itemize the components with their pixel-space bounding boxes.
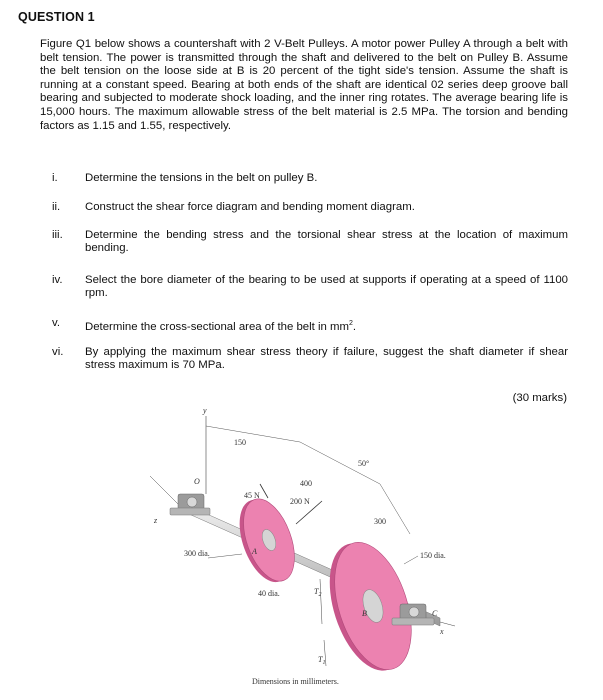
force-200-label: 200 N (290, 497, 310, 506)
t1-label: $T_1$ (318, 655, 326, 666)
dimension-400-label: 400 (300, 479, 312, 488)
item-text: Determine the bending stress and the torsional shear stress at the location of maximum bending. (85, 229, 568, 255)
bearing-o (170, 494, 210, 515)
countershaft-figure (140, 404, 460, 694)
item-text-sup: 2 (349, 320, 353, 327)
item-number: vi. (52, 346, 64, 358)
pulley-a-leader (208, 554, 242, 558)
figure-caption: Dimensions in millimeters. (252, 677, 339, 686)
pulley-b-diameter-label: 150 dia. (420, 551, 446, 560)
item-text: Select the bore diameter of the bearing to be used at supports if operating at a speed of 1100 rpm. (85, 274, 568, 300)
item-number: ii. (52, 201, 61, 213)
question-intro: Figure Q1 below shows a countershaft with 2 V-Belt Pulleys. A motor power Pulley A through a belt with belt tension. The power is transmitted through the shaft and delivered to the belt on Pulley B. Assume the belt tension on the loose side at B is 20 percent of the tight side's tension. Assume the shaft is running at a constant speed. Bearing at both ends of the shaft are identical 02 series deep groove ball bearing and subjected to moderate shock loading, and the inner ring rotates. The average bearing life is 15,000 hours. The maximum allowable stress of the belt material is 2.5 MPa. The torsion and bending factors as 1.15 and 1.55, respectively. (40, 38, 568, 132)
dimension-line-150 (206, 426, 300, 442)
z-axis-line (150, 476, 180, 506)
bearing-o-label: O (194, 477, 200, 486)
question-heading: QUESTION 1 (18, 10, 95, 24)
item-number: iv. (52, 274, 63, 286)
pulley-b-label: B (362, 609, 367, 618)
item-number: i. (52, 172, 58, 184)
z-axis-label: z (154, 516, 158, 525)
dimension-300-label: 300 (374, 517, 386, 526)
item-text: Determine the tensions in the belt on pulley B. (85, 172, 318, 184)
dimension-line-300 (380, 484, 410, 534)
t2-label: $T_2$ (314, 587, 322, 598)
pulley-a (230, 492, 305, 589)
force-45-arrow (260, 484, 268, 498)
x-axis-label: x (440, 627, 444, 636)
pulley-a-label: A (252, 547, 257, 556)
item-number: iii. (52, 229, 63, 241)
marks-label: (30 marks) (512, 392, 567, 404)
item-text (85, 317, 568, 334)
bearing-c-label: C (432, 609, 438, 618)
y-axis-label: y (203, 406, 207, 415)
item-text-tail: . (352, 320, 357, 333)
item-text: By applying the maximum shear stress theory if failure, suggest the shaft diameter if shear stress maximum is 70 MPa. (85, 346, 568, 372)
x-axis-line (440, 622, 455, 626)
pulley-a-diameter-label: 300 dia. (184, 549, 210, 558)
shaft-diameter-label: 40 dia. (258, 589, 280, 598)
force-45-label: 45 N (244, 491, 260, 500)
t2-line (320, 579, 322, 624)
countershaft-diagram (140, 404, 460, 694)
item-text: Construct the shear force diagram and bending moment diagram. (85, 201, 415, 213)
item-text-main: Determine the cross-sectional area of the belt in mm (85, 320, 349, 333)
dimension-150-label: 150 (234, 438, 246, 447)
pulley-b-leader (404, 556, 418, 564)
item-number: v. (52, 317, 61, 329)
angle-label: 50° (358, 459, 370, 468)
